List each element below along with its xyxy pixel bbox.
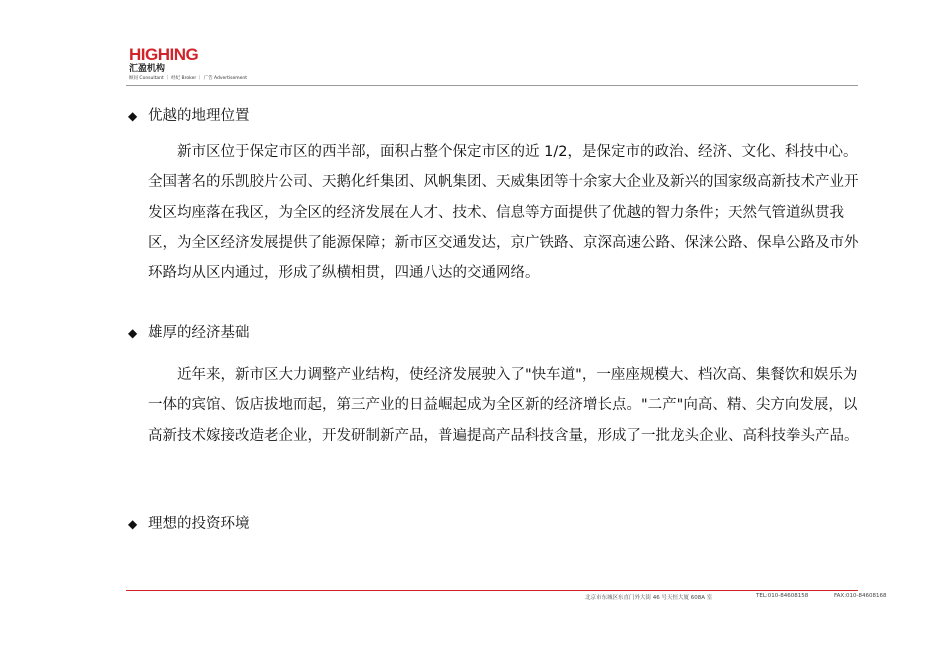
- section-heading-economy: [128, 323, 250, 343]
- section-title: 雄厚的经济基础: [148, 325, 250, 341]
- section-title: 理想的投资环境: [148, 516, 250, 532]
- company-logo: [129, 47, 247, 82]
- diamond-bullet-icon: ◆: [128, 517, 138, 531]
- footer-tel: TEL:010-84608158: [756, 593, 809, 599]
- footer-fax: FAX:010-84608168: [834, 593, 887, 599]
- section-body-economy: 近年来，新市区大力调整产业结构，使经济发展驶入了"快车道"，一座座规模大、档次高、集餐饮和娱乐为一体的宾馆、饭店拔地而起，第三产业的日益崛起成为全区新的经济增长点。"二产"向高、精、尖方向发展，以高新技术嫁接改造老企业，开发研制新产品，普遍提高产品科技含量，形成了一批龙头企业、高科技拳头产品。: [148, 367, 859, 444]
- logo-tagline: 顾问 Consultant ｜ 经纪 Broker ｜ 广告 Advertisement: [129, 76, 248, 81]
- logo-chinese-name: 汇盈机构: [129, 64, 166, 74]
- footer-divider: [126, 590, 858, 591]
- diamond-bullet-icon: ◆: [128, 109, 138, 123]
- section-title: 优越的地理位置: [148, 108, 250, 124]
- logo-wordmark: HIGHING: [129, 45, 199, 64]
- section-heading-investment: [128, 514, 250, 534]
- header-divider: [126, 85, 858, 86]
- diamond-bullet-icon: ◆: [128, 326, 138, 340]
- footer-address: 北京市东城区东直门外大街 46 号天恒大厦 608A 室: [585, 595, 713, 601]
- section-body-location: 新市区位于保定市区的西半部，面积占整个保定市区的近 1/2，是保定市的政治、经济、文化、科技中心。全国著名的乐凯胶片公司、天鹅化纤集团、风帆集团、天威集团等十余家大企业及新兴的国家级高新技术产业开发区均座落在我区，为全区的经济发展在人才、技术、信息等方面提供了优越的智力条件；天然气管道纵贯我区，为全区经济发展提供了能源保障；新市区交通发达，京广铁路、京深高速公路、保涞公路、保阜公路及市外环路均从区内通过，形成了纵横相贯，四通八达的交通网络。: [148, 144, 859, 282]
- section-heading-location: [128, 106, 250, 126]
